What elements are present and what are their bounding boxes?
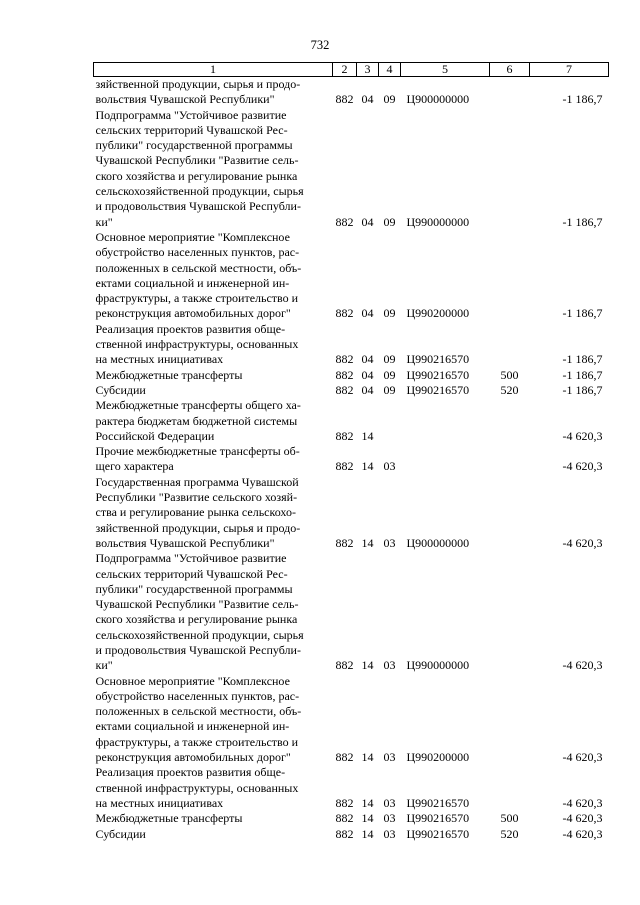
row-name: Прочие межбюджетные трансферты об- щего характера (95, 444, 300, 474)
row-name: Подпрограмма "Устойчивое развитие сельских территорий Чувашской Рес- публики" государственной программы Чувашской Республики "Развитие сель- ского хозяйства и регулирование рынка сельскохозяйственной продукции, сырья и продовольствия Чувашской Республи- ки" (95, 107, 304, 229)
subsection-code: 09 (383, 92, 396, 107)
expense-type-code: 520 (500, 826, 519, 841)
table-row (94, 551, 609, 673)
expense-type-code (490, 444, 530, 475)
section-code: 04 (361, 306, 374, 321)
section-code: 04 (361, 382, 374, 397)
amount: -1 186,7 (562, 306, 603, 321)
target-article-code: Ц990216570 (406, 826, 470, 841)
table-row (94, 765, 609, 811)
row-name: Основное мероприятие "Комплексное обустройство населенных пунктов, рас- положенных в сельской местности, объ- ектами социальной и инженерной ин- фраструктуры, а также строительство и реконструкция автомобильных дорог" (95, 229, 302, 321)
row-name: Субсидии (95, 382, 146, 397)
column-header-7: 7 (530, 63, 609, 77)
subsection-code (379, 398, 401, 444)
amount: -4 620,3 (562, 459, 603, 474)
amount: -4 620,3 (562, 750, 603, 765)
expense-type-code (490, 674, 530, 766)
ministry-code: 882 (335, 352, 354, 367)
subsection-code: 03 (383, 750, 396, 765)
column-header-2: 2 (333, 63, 357, 77)
ministry-code: 882 (335, 811, 354, 826)
expense-type-code (490, 230, 530, 322)
row-name: Реализация проектов развития обще- ственной инфраструктуры, основанных на местных инициативах (95, 321, 299, 367)
amount: -4 620,3 (562, 795, 603, 810)
target-article-code: Ц900000000 (406, 92, 470, 107)
ministry-code: 882 (335, 214, 354, 229)
amount: -1 186,7 (562, 382, 603, 397)
table-row (94, 368, 609, 383)
amount: -4 620,3 (562, 826, 603, 841)
expense-type-code (490, 765, 530, 811)
table-row (94, 811, 609, 826)
section-code: 04 (361, 214, 374, 229)
section-code: 14 (361, 535, 374, 550)
column-header-3: 3 (357, 63, 379, 77)
column-header-6: 6 (490, 63, 530, 77)
amount: -4 620,3 (562, 535, 603, 550)
subsection-code: 09 (383, 382, 396, 397)
subsection-code: 03 (383, 826, 396, 841)
table-row (94, 475, 609, 551)
column-header-4: 4 (379, 63, 401, 77)
target-article-code: Ц990216570 (406, 811, 470, 826)
ministry-code: 882 (335, 92, 354, 107)
subsection-code: 03 (383, 795, 396, 810)
page-number: 732 (310, 38, 330, 52)
row-name: зяйственной продукции, сырья и продо- вольствия Чувашской Республики" (95, 77, 301, 107)
table-row (94, 322, 609, 368)
target-article-code: Ц990000000 (406, 658, 470, 673)
subsection-code: 03 (383, 811, 396, 826)
table-row (94, 444, 609, 475)
amount: -1 186,7 (562, 92, 603, 107)
section-code: 04 (361, 352, 374, 367)
ministry-code: 882 (335, 535, 354, 550)
subsection-code: 03 (383, 535, 396, 550)
amount: -1 186,7 (562, 214, 603, 229)
expense-type-code (490, 322, 530, 368)
target-article-code: Ц990000000 (406, 214, 470, 229)
section-code: 04 (361, 92, 374, 107)
expense-type-code (490, 108, 530, 230)
ministry-code: 882 (335, 795, 354, 810)
expense-type-code (490, 398, 530, 444)
subsection-code: 09 (383, 214, 396, 229)
row-name: Межбюджетные трансферты (95, 367, 243, 382)
table-row (94, 827, 609, 842)
target-article-code: Ц990216570 (406, 352, 470, 367)
expense-type-code: 500 (500, 811, 519, 826)
row-name: Межбюджетные трансферты общего ха- рактера бюджетам бюджетной системы Российской Федерации (95, 398, 301, 443)
ministry-code: 882 (335, 750, 354, 765)
expense-type-code (490, 475, 530, 551)
ministry-code: 882 (335, 428, 354, 443)
row-name: Государственная программа Чувашской Республики "Развитие сельского хозяй- ства и регулирование рынка сельскохо- зяйственной продукции, сырья и продо- вольствия Чувашской Республики" (95, 474, 301, 550)
section-code: 04 (361, 367, 374, 382)
section-code: 14 (361, 428, 374, 443)
subsection-code: 03 (383, 658, 396, 673)
amount: -4 620,3 (562, 811, 603, 826)
target-article-code: Ц990216570 (406, 382, 470, 397)
row-name: Межбюджетные трансферты (95, 811, 243, 826)
ministry-code: 882 (335, 826, 354, 841)
target-article-code: Ц990216570 (406, 795, 470, 810)
table-header (94, 63, 609, 77)
target-article-code: Ц990200000 (406, 306, 470, 321)
row-name: Реализация проектов развития обще- ственной инфраструктуры, основанных на местных инициативах (95, 765, 299, 810)
subsection-code: 09 (383, 352, 396, 367)
expense-type-code: 500 (500, 367, 519, 382)
header-row (94, 63, 609, 77)
column-header-1: 1 (94, 63, 333, 77)
row-name: Подпрограмма "Устойчивое развитие сельских территорий Чувашской Рес- публики" государственной программы Чувашской Республики "Развитие сель- ского хозяйства и регулирование рынка сельскохозяйственной продукции, сырья и продовольствия Чувашской Республи- ки" (95, 551, 304, 673)
expense-type-code (490, 77, 530, 108)
subsection-code: 09 (383, 367, 396, 382)
ministry-code: 882 (335, 459, 354, 474)
row-name: Субсидии (95, 826, 146, 841)
table-row (94, 383, 609, 398)
subsection-code: 03 (383, 459, 396, 474)
ministry-code: 882 (335, 382, 354, 397)
table-row (94, 674, 609, 766)
ministry-code: 882 (335, 658, 354, 673)
row-name: Основное мероприятие "Комплексное обустройство населенных пунктов, рас- положенных в сельской местности, объ- ектами социальной и инженерной ин- фраструктуры, а также строительство и реконструкция автомобильных дорог" (95, 673, 302, 765)
target-article-code (401, 444, 490, 475)
target-article-code: Ц900000000 (406, 535, 470, 550)
target-article-code: Ц990216570 (406, 367, 470, 382)
table-row (94, 77, 609, 108)
table-body (94, 77, 609, 842)
table-row (94, 230, 609, 322)
amount: -4 620,3 (562, 658, 603, 673)
target-article-code (401, 398, 490, 444)
amount: -1 186,7 (562, 367, 603, 382)
column-header-5: 5 (401, 63, 490, 77)
amount: -4 620,3 (562, 428, 603, 443)
expense-type-code: 520 (500, 382, 519, 397)
section-code: 14 (361, 826, 374, 841)
table-row (94, 108, 609, 230)
section-code: 14 (361, 811, 374, 826)
section-code: 14 (361, 459, 374, 474)
section-code: 14 (361, 750, 374, 765)
section-code: 14 (361, 795, 374, 810)
ministry-code: 882 (335, 306, 354, 321)
table-row (94, 398, 609, 444)
budget-table (93, 62, 609, 842)
subsection-code: 09 (383, 306, 396, 321)
amount: -1 186,7 (562, 352, 603, 367)
ministry-code: 882 (335, 367, 354, 382)
expense-type-code (490, 551, 530, 673)
section-code: 14 (361, 658, 374, 673)
target-article-code: Ц990200000 (406, 750, 470, 765)
